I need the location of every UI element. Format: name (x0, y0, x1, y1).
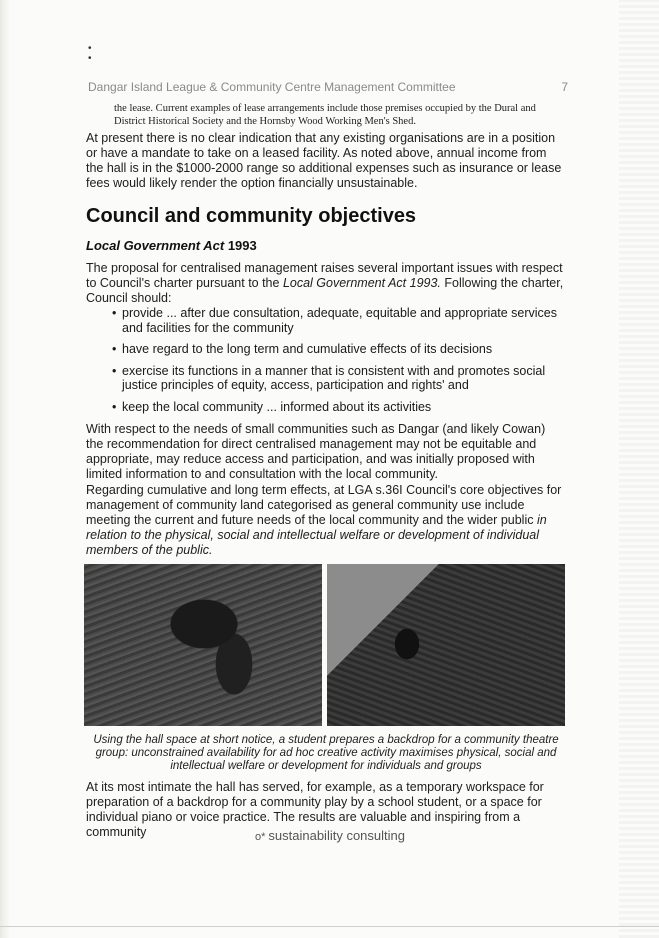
scan-edge-left (0, 0, 10, 938)
charter-bullet-list (112, 306, 562, 421)
brand-logo-icon: o* (255, 831, 266, 843)
paragraph-insurance: At present there is no clear indication that any existing organisations are in a position or have a mandate to take on a leased facility. As noted above, annual income from the hall is in the $1000-2000 range so additional expenses such as insurance or lease fees would likely render the option financially unsustainable. (86, 131, 562, 190)
bottom-divider (0, 926, 659, 927)
list-item: • provide ... after due consultation, adequate, equitable and appropriate services and facilities for the community (112, 306, 562, 335)
footnote-text: the lease. Current examples of lease arrangements include those premises occupied by the Dural and District Historical Society and the Hornsby Wood Working Men's Shed. (114, 103, 536, 127)
subheading-local-government-act: Local Government Act 1993 (86, 238, 257, 253)
paragraph-cumulative-effects: Regarding cumulative and long term effects, at LGA s.36I Council's core objectives for management of community land categorised as general community use include meeting the current and future needs of the local community and the wider public in relation to the physical, social and intellectual welfare or development of individual members of the public. (86, 483, 562, 557)
list-item: • exercise its functions in a manner that is consistent with and promotes social justice principles of equity, access, participation and rights' and (112, 364, 562, 393)
photo-hall-workspace (327, 564, 565, 726)
header-title: Dangar Island League & Community Centre Management Committee (88, 80, 456, 94)
list-item: • keep the local community ... informed about its activities (112, 400, 562, 415)
brand-name: sustainability consulting (268, 828, 405, 843)
section-heading: Council and community objectives (86, 205, 417, 227)
punch-dots: • • (88, 43, 92, 64)
page-number: 7 (561, 80, 568, 94)
photo-student-painting-backdrop (84, 564, 322, 726)
page-header (88, 80, 568, 94)
paragraph-charter: The proposal for centralised management raises several important issues with respect to Council's charter pursuant to the Local Government Act 1993. Following the charter, Council should: (86, 261, 564, 305)
photo-caption: Using the hall space at short notice, a student prepares a backdrop for a community theatre group: unconstrained availability for ad hoc creative activity maximises physical, social and intellectual welfare or development for individuals and groups (93, 734, 559, 772)
paragraph-small-communities: With respect to the needs of small communities such as Dangar (and likely Cowan) the recommendation for direct centralised management may not be equitable and appropriate, may reduce access and participation, and was initially proposed with limited information to and consultation with the local community. (86, 422, 546, 481)
paragraph-intimate-use: At its most intimate the hall has served, for example, as a temporary workspace for preparation of a backdrop for a community play by a school student, or a space for individual piano or voice practice. The results are valuable and inspiring from a community (86, 780, 544, 839)
footer-brand (230, 828, 430, 843)
scan-edge-right (619, 0, 659, 938)
list-item: • have regard to the long term and cumulative effects of its decisions (112, 342, 562, 357)
